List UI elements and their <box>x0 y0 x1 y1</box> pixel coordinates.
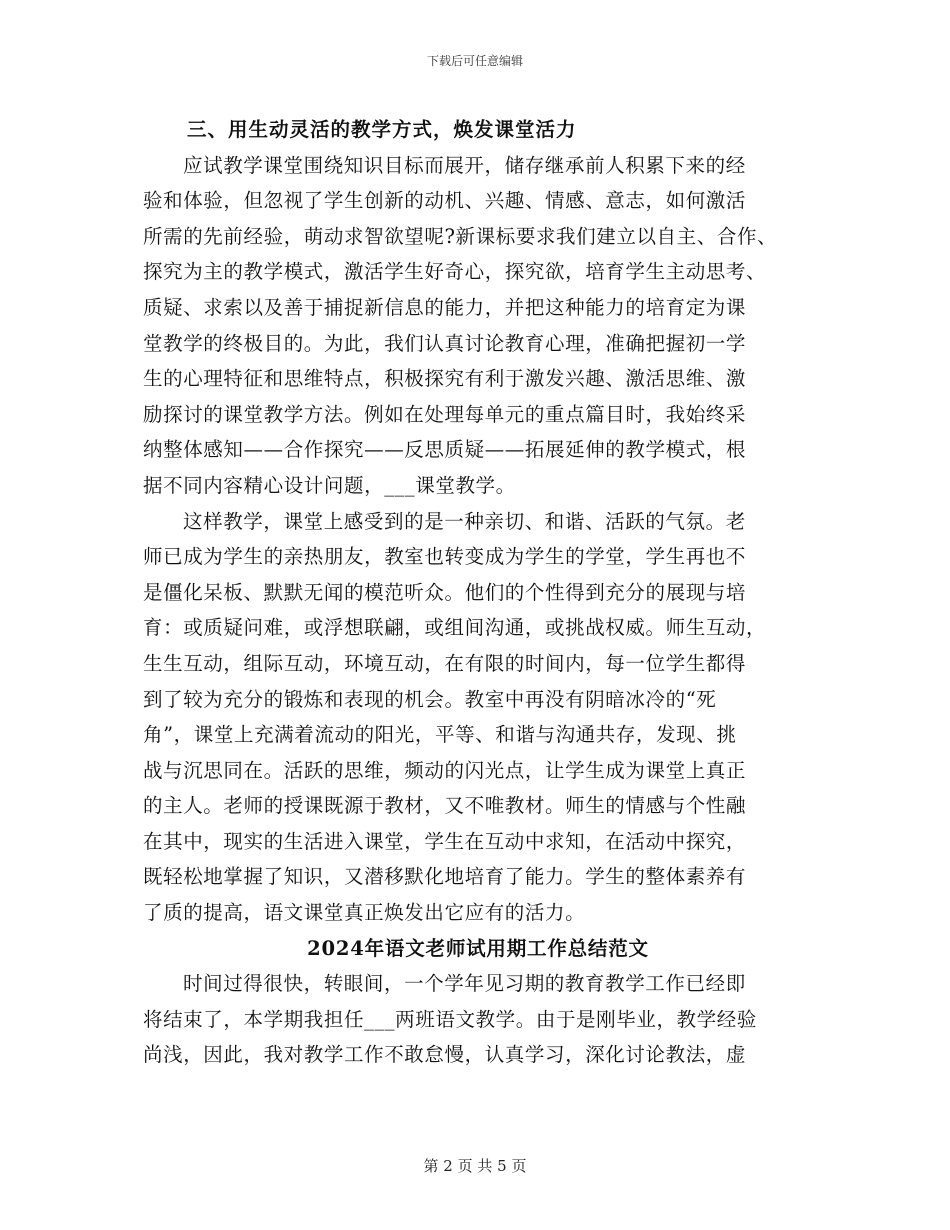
document-body <box>143 112 803 1073</box>
paragraph-line: 据不同内容精心设计问题，___课堂教学。 <box>143 473 516 497</box>
paragraph-line: 励探讨的课堂教学方法。例如在处理每单元的重点篇目时，我始终采 <box>143 402 747 426</box>
paragraph-line: 生生互动，组际互动，环境互动，在有限的时间内，每一位学生都得 <box>143 651 747 675</box>
paragraph-line: 的主人。老师的授课既源于教材，又不唯教材。师生的情感与个性融 <box>143 794 747 818</box>
paragraph-line: 是僵化呆板、默默无闻的模范听众。他们的个性得到充分的展现与培 <box>143 580 747 604</box>
paragraph-2 <box>143 504 803 931</box>
paragraph-line: 生的心理特征和思维特点，积极探究有利于激发兴趣、激活思维、激 <box>143 367 747 391</box>
paragraph-1 <box>143 148 803 504</box>
paragraph-line: 战与沉思同在。活跃的思维，频动的闪光点，让学生成为课堂上真正 <box>143 758 747 782</box>
paragraph-line: 应试教学课堂围绕知识目标而展开，储存继承前人积累下来的经 <box>183 153 746 177</box>
paragraph-line: 到了较为充分的锻炼和表现的机会。教室中再没有阴暗冰冷的“死 <box>143 687 717 711</box>
paragraph-line: 将结束了，本学期我担任___两班语文教学。由于是刚毕业，教学经验 <box>143 1007 757 1031</box>
page-number-footer: 第 2 页 共 5 页 <box>423 1157 527 1175</box>
paragraph-line: 师已成为学生的亲热朋友，教室也转变成为学生的学堂，学生再也不 <box>143 545 747 569</box>
paragraph-line: 探究为主的教学模式，激活学生好奇心，探究欲，培育学生主动思考、 <box>143 260 767 284</box>
paragraph-3 <box>143 966 803 1073</box>
paragraph-line: 堂教学的终极目的。为此，我们认真讨论教育心理，准确把握初一学 <box>143 331 747 355</box>
paragraph-line: 既轻松地掌握了知识，又潜移默化地培育了能力。学生的整体素养有 <box>143 865 747 889</box>
paragraph-line: 纳整体感知——合作探究——反思质疑——拓展延伸的教学模式，根 <box>143 438 747 462</box>
paragraph-line: 质疑、求索以及善于捕捉新信息的能力，并把这种能力的培育定为课 <box>143 295 747 319</box>
paragraph-line: 了质的提高，语文课堂真正焕发出它应有的活力。 <box>143 901 586 925</box>
paragraph-line: 角”，课堂上充满着流动的阳光，平等、和谐与沟通共存，发现、挑 <box>143 723 737 747</box>
paragraph-line: 在其中，现实的生活进入课堂，学生在互动中求知，在活动中探究， <box>143 829 747 853</box>
paragraph-line: 尚浅，因此，我对教学工作不敢怠慢，认真学习，深化讨论教法，虚 <box>143 1043 747 1067</box>
page-header-note: 下载后可任意编辑 <box>426 54 523 68</box>
paragraph-line: 时间过得很快，转眼间，一个学年见习期的教育教学工作已经即 <box>183 972 746 996</box>
paragraph-line: 验和体验，但忽视了学生创新的动机、兴趣、情感、意志，如何激活 <box>143 189 747 213</box>
paragraph-line: 所需的先前经验，萌动求智欲望呢?新课标要求我们建立以自主、合作、 <box>143 224 778 248</box>
paragraph-line: 育：或质疑问难，或浮想联翩，或组间沟通，或挑战权威。师生互动， <box>143 616 767 640</box>
paragraph-line: 这样教学，课堂上感受到的是一种亲切、和谐、活跃的气氛。老 <box>183 509 746 533</box>
section-heading: 三、用生动灵活的教学方式，焕发课堂活力 <box>187 118 577 141</box>
article-title: 2024年语文老师试用期工作总结范文 <box>307 936 649 960</box>
